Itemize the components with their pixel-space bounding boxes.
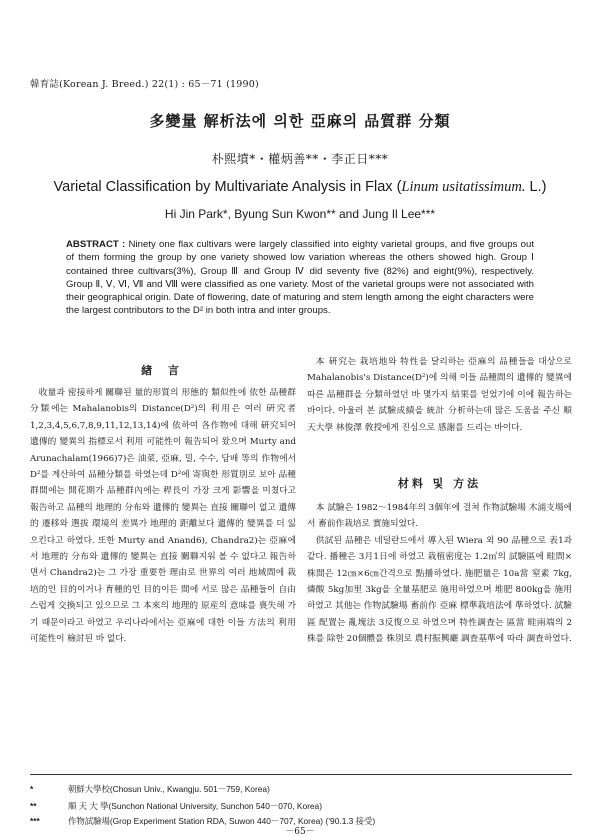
- footnote-mark: ***: [30, 816, 40, 826]
- english-title: [0, 179, 600, 196]
- species-name: Linum usitatissimum.: [401, 179, 526, 195]
- abstract-text: Ninety one flax cultivars were largely classified into eighty varietal groups, and five groups out of them forming the group by one variety showed low variation whereas the others showed high. Group Ⅰ contained three cultivars(3%), Group Ⅲ and Group Ⅳ did seventy five (82%) and eight(9%), respectively. Group Ⅱ, Ⅴ, Ⅵ, Ⅶ and Ⅷ were classified as one variety. Most of the varietal groups were not associated with their geographical origin. Date of flowering, date of maturing and stem length among the eight characters were the largest contributors to the D² in both intra and inter groups.: [66, 239, 535, 317]
- methods-heading: 材料 및 方法: [397, 477, 482, 490]
- right-column-top: [307, 354, 572, 436]
- intro-heading: 緖 言: [141, 364, 185, 377]
- footnote-text: 朝鮮大學校(Chosun Univ., Kwangju. 501－759, Korea): [68, 784, 270, 794]
- methods-paragraph-2: 供試된 品種은 네덜란드에서 導入된 Wiera 외 90 品種으로 表1과 같다. 播種은 3月1日에 하였고 栽植密度는 1.2㎡의 試驗區에 畦間×株間은 12㎝×6㎝간격으로 點播하였다. 施肥量은 10a當 窒素 7kg, 燐酸 5kg加里 3kg을 全量基肥로 施用하였으며 堆肥 800kg을 施用하였고 其他는 作物試驗場 畜前作 亞麻 標準栽培法에 準하였다. 試驗區 配置는 亂塊法 3反復으로 하였으며 特性調査는 區當 畦兩端의 2株를 除한 20個體를 株別로 農村振興廳 調査基準에 따라 調査하였다.: [307, 535, 572, 645]
- abstract: [66, 238, 534, 318]
- korean-authors: 朴熙墳*・權炳善**・李正日***: [211, 152, 389, 166]
- intro-paragraph-2: 本 硏究는 栽培地와 特性을 달리하는 亞麻의 品種들을 대상으로 Mahalanobis's Distance(D²)에 의해 이들 品種間의 遺傳的 變異에 따른 品種群을 分類하였던 바 몇가지 結果를 얻었기에 이에 報告하는 바이다. 아울러 본 試驗成績을 統計 分析하는데 많은 도움을 주신 順天大學 林俊澤 敎授에게 진심으로 感謝를 드리는 바이다.: [307, 357, 572, 433]
- footnote-mark: *: [30, 784, 34, 794]
- methods-paragraph-1: 本 試驗은 1982～1984年의 3個年에 걸쳐 作物試驗場 木浦支場에서 畜前作栽培로 實施되었다.: [307, 503, 572, 530]
- footnote-2: [30, 800, 322, 812]
- english-title-prefix: Varietal Classification by Multivariate Analysis in Flax (: [53, 179, 402, 195]
- journal-citation: 韓育誌(Korean J. Breed.) 22(1) : 65－71 (1990): [30, 79, 259, 90]
- page-number: －65－: [285, 827, 315, 837]
- footnote-text: 作物試驗場(Grop Experiment Station RDA, Suwon 440－707, Korea) (’90.1.3 接受): [68, 816, 376, 826]
- intro-paragraph: 收量과 密接하게 關聯된 量的形質의 形態的 類似性에 依한 品種群 分類에는 Mahalanobis의 Distance(D²)의 利用은 여러 硏究者1,2,3,4,5,6,7,8,9,11,12,13,14)에 依하여 各作物에 대해 硏究되어 遺傳的 變異의 指標로서 利用 可能性이 報告되어 왔으며 Murty and Arunachalam(1966)7)은 油菜, 亞麻, 밀, 수수, 담배 等의 作物에서 D²를 계산하여 品種分類를 하였는데 D²에 寄與한 形質別로 보아 品種群間에는 開花期가 品種群內에는 稈長이 가장 크게 影響을 미쳤다고 報告하고 品種의 地理的 分布와 遺傳的 變異는 直接 關聯이 없고 遺傳的 遷移와 選拔 環境의 差異가 地理的 距離보다 遺傳的 變異를 더 잃으킨다고 하였다. 또한 Murty and Anand6), Chandra2)는 亞麻에서 地理的 分布와 遺傳的 變異는 直接 關聯지워 볼 수 없다고 報告하면서 Chandra2)는 그 가장 重要한 理由로 世界의 여러 地域間에 栽培的인 目的이거나 育種的인 目的이든 間에 서로 많은 品種들이 自由스럽게 交換되고 있으므로 그 本來의 地理的 原産의 意味를 喪失해 가기 때문이라고 하였고 우리나라에서는 亞麻에 대한 이들 方法의 利用 可能性이 檢討된 바 없다.: [30, 388, 296, 645]
- english-title-suffix: L.): [525, 179, 547, 195]
- korean-title: 多變量 解析法에 의한 亞麻의 品質群 分類: [149, 112, 451, 130]
- footnote-mark: **: [30, 801, 37, 811]
- methods-column: [307, 500, 572, 648]
- footnote-rule: [30, 774, 572, 775]
- footnote-1: [30, 783, 270, 795]
- english-authors: Hi Jin Park*, Byung Sun Kwon** and Jung Il Lee***: [164, 207, 436, 221]
- left-column: [30, 385, 296, 648]
- abstract-label: ABSTRACT :: [66, 239, 126, 250]
- footnote-text: 順 天 大 學(Sunchon National University, Sunchon 540－070, Korea): [68, 801, 323, 811]
